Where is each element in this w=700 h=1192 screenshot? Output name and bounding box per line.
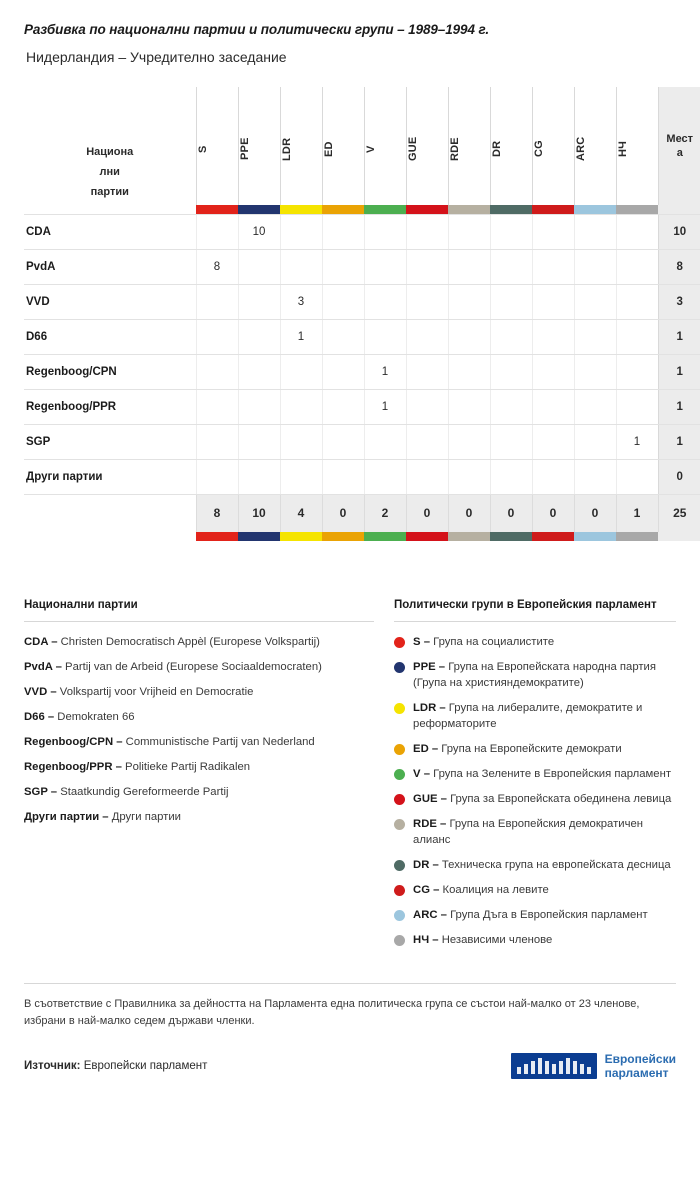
cell-dr [490,389,532,424]
legend-item-group: RDE – Група на Европейския демократичен алианс [394,816,676,848]
table-row [24,284,700,319]
header-group-нч: НЧ [616,87,658,205]
cell-v [364,284,406,319]
legend-item-national: Regenboog/PPR – Politieke Partij Radikalen [24,761,251,773]
legend-item-group: ARC – Група Дъга в Европейския парламент [394,907,676,923]
cell-ldr [280,249,322,284]
cell-gue [406,354,448,389]
cell-ppe [238,459,280,494]
cell-arc [574,459,616,494]
cell-s [196,214,238,249]
cell-ppe [238,284,280,319]
cell-ldr: 1 [280,319,322,354]
source-text [24,1060,207,1072]
breakdown-table-wrapper [24,87,694,541]
header-group-ldr: LDR [280,87,322,205]
cell-ldr [280,354,322,389]
cell-dr [490,249,532,284]
cell-нч: 1 [616,424,658,459]
ep-logo-line2: парламент [604,1066,669,1080]
color-swatch-bottom-dr [490,532,532,541]
cell-ed [322,214,364,249]
cell-ppe [238,319,280,354]
legend-item-group: ED – Група на Европейските демократи [394,741,676,757]
legend-item-group: DR – Техническа група на европейската десница [394,857,676,873]
row-seats: 1 [658,389,700,424]
legend-item-national: Други партии – Други партии [24,811,181,823]
cell-нч [616,319,658,354]
legend-national-parties [24,599,374,957]
cell-ldr [280,459,322,494]
total-arc: 0 [574,494,616,532]
cell-rde [448,284,490,319]
legend-item-national: Regenboog/CPN – Communistische Partij van Nederland [24,736,315,748]
legend-national-title: Национални партии [24,599,374,622]
page-subtitle: Нидерландия – Учредително заседание [26,49,287,65]
cell-ed [322,284,364,319]
cell-s [196,424,238,459]
color-swatch-bottom-rde [448,532,490,541]
table-row [24,389,700,424]
row-party-name: Други партии [24,459,196,494]
cell-dr [490,284,532,319]
legend-color-dot [394,662,405,673]
legend-color-dot [394,819,405,830]
row-seats: 8 [658,249,700,284]
row-seats: 1 [658,319,700,354]
row-party-name: PvdA [24,249,196,284]
cell-ldr [280,214,322,249]
header-group-rde: RDE [448,87,490,205]
table-row [24,319,700,354]
legend-item-national: D66 – Demokraten 66 [24,711,135,723]
cell-ppe [238,389,280,424]
cell-dr [490,459,532,494]
breakdown-table [24,87,700,541]
cell-gue [406,214,448,249]
table-row [24,249,700,284]
cell-cg [532,319,574,354]
cell-arc [574,319,616,354]
color-swatch-ldr [280,205,322,214]
cell-gue [406,424,448,459]
legend-item-national: VVD – Volkspartij voor Vrijheid en Democratie [24,686,254,698]
cell-v [364,424,406,459]
table-header-row [24,87,700,205]
row-party-name: VVD [24,284,196,319]
cell-rde [448,354,490,389]
legend-item-group: LDR – Група на либералите, демократите и реформаторите [394,700,676,732]
page-title: Разбивка по национални партии и политически групи – 1989–1994 г. [24,22,490,37]
cell-нч [616,214,658,249]
legend-item-group: PPE – Група на Европейската народна партия (Група на християндемократите) [394,659,676,691]
header-group-ppe: PPE [238,87,280,205]
ep-logo-line1: Европейски [604,1052,676,1066]
header-group-arc: ARC [574,87,616,205]
total-seats: 25 [658,494,700,532]
cell-v [364,459,406,494]
color-swatch-ppe [238,205,280,214]
ep-logo [511,1052,676,1080]
table-row [24,459,700,494]
cell-cg [532,424,574,459]
cell-gue [406,249,448,284]
color-swatch-нч [616,205,658,214]
cell-v [364,249,406,284]
color-strip-top [24,205,700,214]
color-swatch-bottom-s [196,532,238,541]
total-s: 8 [196,494,238,532]
cell-ppe [238,354,280,389]
cell-arc [574,214,616,249]
cell-gue [406,284,448,319]
legend-color-dot [394,885,405,896]
cell-нч [616,459,658,494]
cell-cg [532,214,574,249]
row-party-name: Regenboog/PPR [24,389,196,424]
row-party-name: D66 [24,319,196,354]
cell-ppe [238,424,280,459]
color-swatch-dr [490,205,532,214]
color-swatch-s [196,205,238,214]
header-group-ed: ED [322,87,364,205]
cell-cg [532,459,574,494]
footnote: В съответствие с Правилника за дейността на Парламента една политическа група се състои най-малко от 23 членове, избрани в най-малко седем държави членки. [24,983,676,1030]
table-header [24,87,700,205]
cell-dr [490,214,532,249]
legend-color-dot [394,910,405,921]
row-party-name: CDA [24,214,196,249]
cell-arc [574,284,616,319]
color-swatch-bottom-ldr [280,532,322,541]
legend-color-dot [394,703,405,714]
color-swatch-bottom-gue [406,532,448,541]
cell-dr [490,424,532,459]
header-seats: Мест а [658,87,700,205]
row-seats: 3 [658,284,700,319]
legend-item-national: SGP – Staatkundig Gereformeerde Partij [24,786,229,798]
legend-color-dot [394,935,405,946]
color-swatch-bottom-v [364,532,406,541]
cell-v [364,319,406,354]
cell-cg [532,249,574,284]
source-value: Европейски парламент [83,1060,208,1072]
total-ppe: 10 [238,494,280,532]
color-swatch-arc [574,205,616,214]
color-swatch-rde [448,205,490,214]
cell-s [196,354,238,389]
cell-dr [490,319,532,354]
cell-gue [406,389,448,424]
legend-groups-title: Политически групи в Европейския парламент [394,599,676,622]
header-group-gue: GUE [406,87,448,205]
color-swatch-bottom-ppe [238,532,280,541]
legend-color-dot [394,794,405,805]
total-нч: 1 [616,494,658,532]
legend-color-dot [394,744,405,755]
total-dr: 0 [490,494,532,532]
totals-row [24,494,700,532]
cell-v: 1 [364,354,406,389]
table-row [24,424,700,459]
cell-s [196,459,238,494]
table-row [24,214,700,249]
total-gue: 0 [406,494,448,532]
ep-flag-icon [511,1053,597,1079]
cell-cg [532,389,574,424]
cell-rde [448,249,490,284]
header-national-parties: Национа лни партии [86,146,134,198]
table-body [24,205,700,541]
cell-gue [406,319,448,354]
legend-item-national: CDA – Christen Democratisch Appèl (Europese Volkspartij) [24,636,320,648]
total-ed: 0 [322,494,364,532]
row-seats: 1 [658,424,700,459]
legend-color-dot [394,769,405,780]
ep-logo-text [605,1052,676,1080]
color-swatch-cg [532,205,574,214]
cell-s [196,284,238,319]
cell-ed [322,389,364,424]
cell-gue [406,459,448,494]
total-cg: 0 [532,494,574,532]
legend-political-groups [394,599,676,957]
cell-arc [574,424,616,459]
cell-ldr: 3 [280,284,322,319]
cell-ed [322,354,364,389]
cell-ppe: 10 [238,214,280,249]
cell-rde [448,214,490,249]
cell-rde [448,319,490,354]
cell-ed [322,424,364,459]
cell-rde [448,459,490,494]
table-row [24,354,700,389]
color-swatch-bottom-нч [616,532,658,541]
color-swatch-bottom-ed [322,532,364,541]
header-group-dr: DR [490,87,532,205]
cell-s: 8 [196,249,238,284]
legend-color-dot [394,637,405,648]
cell-нч [616,389,658,424]
legend-item-national: PvdA – Partij van de Arbeid (Europese Sociaaldemocraten) [24,661,322,673]
cell-rde [448,424,490,459]
legend-item-group: GUE – Група за Европейската обединена левица [394,791,676,807]
cell-ppe [238,249,280,284]
legend-item-group: S – Група на социалистите [394,634,676,650]
cell-ldr [280,424,322,459]
cell-rde [448,389,490,424]
legend-color-dot [394,860,405,871]
row-party-name: SGP [24,424,196,459]
cell-нч [616,284,658,319]
cell-s [196,389,238,424]
total-rde: 0 [448,494,490,532]
total-ldr: 4 [280,494,322,532]
legend-area [24,599,676,957]
color-strip-bottom [24,532,700,541]
cell-нч [616,354,658,389]
cell-arc [574,389,616,424]
color-swatch-bottom-arc [574,532,616,541]
color-swatch-v [364,205,406,214]
cell-cg [532,354,574,389]
legend-item-group: CG – Коалиция на левите [394,882,676,898]
cell-v: 1 [364,389,406,424]
source-row [24,1052,676,1098]
total-v: 2 [364,494,406,532]
cell-s [196,319,238,354]
header-group-cg: CG [532,87,574,205]
legend-item-group: НЧ – Независими членове [394,932,676,948]
cell-arc [574,354,616,389]
color-swatch-bottom-cg [532,532,574,541]
cell-нч [616,249,658,284]
cell-ldr [280,389,322,424]
header-group-v: V [364,87,406,205]
color-swatch-gue [406,205,448,214]
cell-arc [574,249,616,284]
row-seats: 1 [658,354,700,389]
cell-ed [322,459,364,494]
legend-item-group: V – Група на Зелените в Европейския парламент [394,766,676,782]
cell-v [364,214,406,249]
color-swatch-ed [322,205,364,214]
cell-dr [490,354,532,389]
header-group-s: S [196,87,238,205]
row-seats: 10 [658,214,700,249]
row-seats: 0 [658,459,700,494]
cell-ed [322,249,364,284]
source-label: Източник: [24,1060,81,1072]
cell-ed [322,319,364,354]
cell-cg [532,284,574,319]
row-party-name: Regenboog/CPN [24,354,196,389]
